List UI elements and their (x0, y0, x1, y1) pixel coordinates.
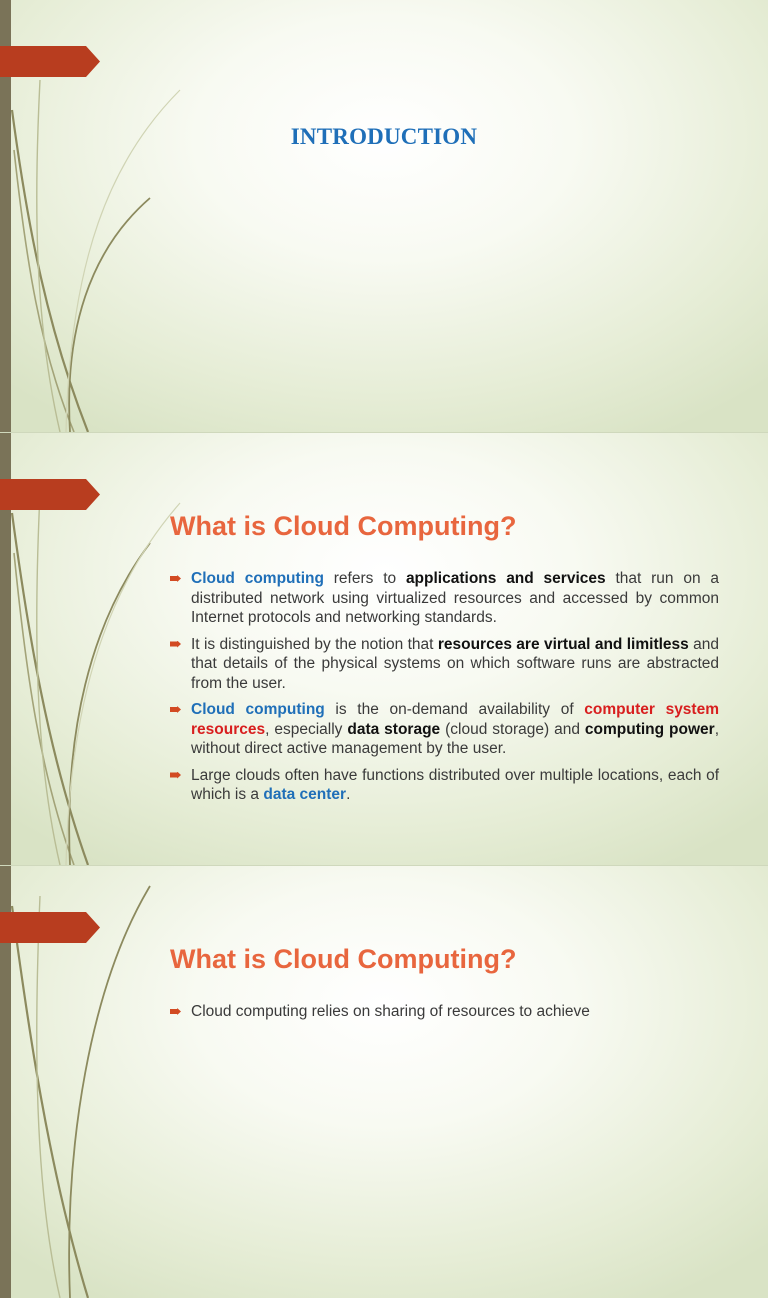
slide-tab-marker (0, 479, 100, 510)
bullet-text-bold: computing power (584, 720, 715, 738)
bullet-text-red: computer system resources (191, 701, 719, 738)
slide-introduction (0, 0, 768, 432)
slide-tab-marker (0, 46, 100, 77)
bullet-text: Large clouds often have functions distributed over multiple locations, each of which is a (191, 766, 719, 803)
bullet-item (170, 1002, 719, 1022)
bullet-item (170, 700, 719, 759)
bullet-list (170, 569, 719, 812)
bullet-arrow-icon (170, 575, 181, 582)
bullet-text-highlight: data center (263, 786, 347, 803)
bullet-text: It is distinguished by the notion that (191, 635, 438, 653)
bullet-text: , without direct active management by the user. (191, 720, 719, 757)
bullet-text-bold: resources are virtual and limitless (437, 635, 689, 653)
slide-what-is-cloud-computing-2 (0, 866, 768, 1298)
bullet-arrow-icon (170, 1008, 181, 1015)
bullet-arrow-icon (170, 772, 181, 779)
slide-title: INTRODUCTION (290, 124, 478, 149)
bullet-arrow-icon (170, 641, 181, 648)
bullet-item (170, 766, 719, 805)
bullet-text: , especially (265, 720, 348, 738)
slide-tab-marker (0, 912, 100, 943)
bullet-text: Cloud computing relies on sharing of resources to achieve (191, 1003, 590, 1020)
bullet-list (170, 1002, 719, 1029)
bullet-text-highlight: Cloud computing (191, 701, 325, 718)
bullet-text-highlight: Cloud computing (191, 570, 324, 587)
slide-what-is-cloud-computing (0, 433, 768, 865)
slide-title: What is Cloud Computing? (170, 944, 517, 974)
bullet-text-bold: data storage (347, 720, 441, 738)
slide-title: What is Cloud Computing? (170, 511, 517, 541)
bullet-text: and that details of the physical systems on which software runs are abstracted from the user. (191, 635, 720, 692)
bullet-item (170, 635, 719, 694)
bullet-arrow-icon (170, 706, 181, 713)
bullet-item (170, 569, 719, 628)
bullet-text-bold: applications and services (405, 570, 606, 587)
bullet-text: . (346, 786, 351, 803)
bullet-text: that run on a distributed network using virtualized resources and accessed by common Internet protocols and networking standards. (191, 570, 720, 626)
bullet-text: (cloud storage) and (440, 720, 585, 738)
bullet-text: is the on-demand availability of (324, 701, 585, 718)
bullet-text: refers to (323, 570, 406, 587)
